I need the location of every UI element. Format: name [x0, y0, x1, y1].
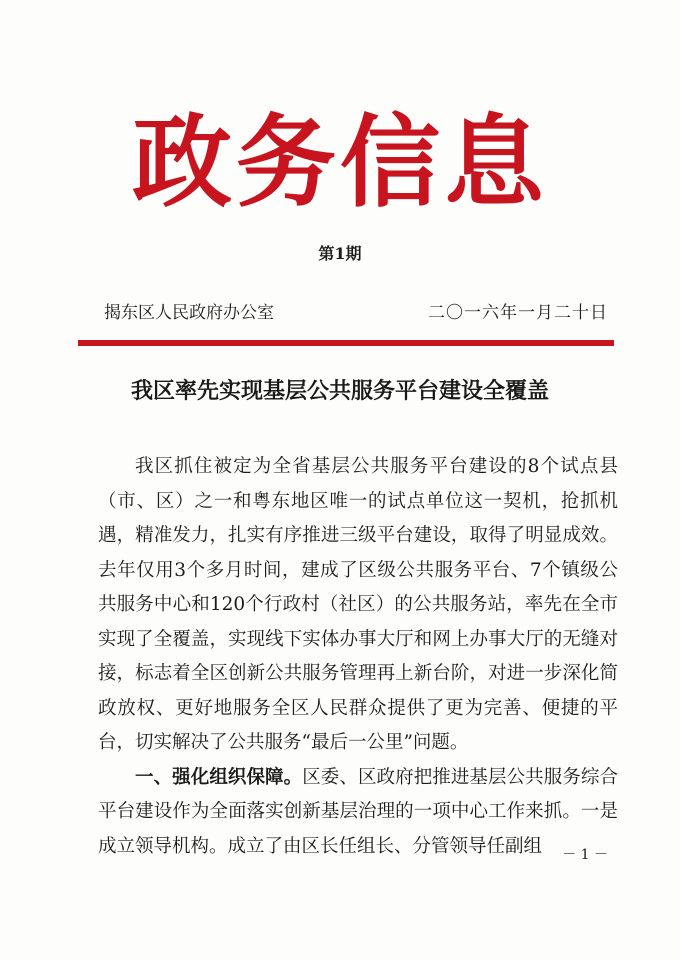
article-body [98, 450, 618, 864]
masthead-title: 政务信息 [132, 104, 548, 221]
paragraph-1: 我区抓住被定为全省基层公共服务平台建设的8个试点县（市、区）之一和粤东地区唯一的试点单位这一契机，抢抓机遇，精准发力，扎实有序推进三级平台建设，取得了明显成效。去年仅用3个多月时间，建成了区级公共服务平台、7个镇级公共服务中心和120个行政村（社区）的公共服务站，率先在全市实现了全覆盖，实现线下实体办事大厅和网上办事大厅的无缝对接，标志着全区创新公共服务管理再上新台阶，对进一步深化简政放权、更好地服务全区人民群众提供了更为完善、便捷的平台，切实解决了公共服务“最后一公里”问题。 [98, 456, 618, 753]
red-divider-line [78, 340, 614, 346]
paragraph-2 [98, 761, 618, 865]
section-heading: 一、强化组织保障。 [135, 766, 303, 788]
issuing-office: 揭东区人民政府办公室 [104, 303, 274, 323]
page-number: － 1 － [562, 847, 608, 863]
article-headline: 我区率先实现基层公共服务平台建设全覆盖 [130, 378, 549, 404]
issue-date: 二〇一六年一月二十日 [428, 303, 608, 323]
section-text: 区委、区政府把推进基层公共服务综合平台建设作为全面落实创新基层治理的一项中心工作来抓。一是成立领导机构。成立了由区长任组长、分管领导任副组 [98, 766, 618, 857]
issue-number: 第1期 [318, 244, 362, 263]
